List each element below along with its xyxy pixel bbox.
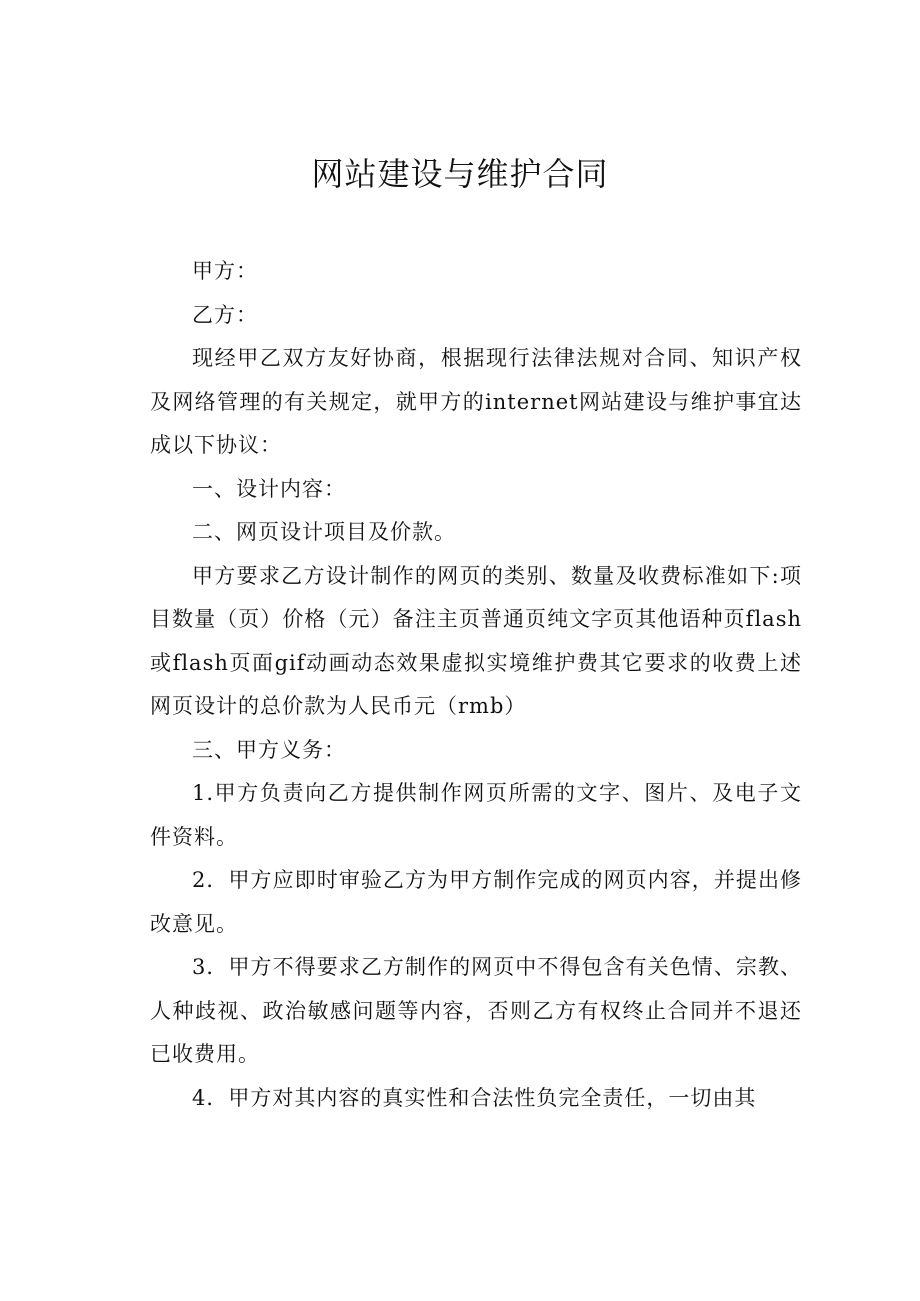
preamble-paragraph: 现经甲乙双方友好协商，根据现行法律法规对合同、知识产权及网络管理的有关规定，就甲方的internet网站建设与维护事宜达成以下协议：: [150, 346, 802, 457]
document-title: 网站建设与维护合同: [311, 155, 609, 193]
clause-3: 3．甲方不得要求乙方制作的网页中不得包含有关色情、宗教、人种歧视、政治敏感问题等内容，否则乙方有权终止合同并不退还已收费用。: [150, 955, 802, 1066]
clause-1: 1.甲方负责向乙方提供制作网页所需的文字、图片、及电子文件资料。: [150, 781, 802, 849]
clause-2: 2．甲方应即时审验乙方为甲方制作完成的网页内容，并提出修改意见。: [150, 868, 802, 936]
clause-4: 4．甲方对其内容的真实性和合法性负完全责任，一切由其: [192, 1085, 757, 1110]
section-3-heading: 三、甲方义务：: [192, 737, 346, 762]
party-a-line: 甲方：: [192, 259, 258, 283]
section-1-heading: 一、设计内容：: [192, 476, 346, 501]
pricing-paragraph: 甲方要求乙方设计制作的网页的类别、数量及收费标准如下:项目数量（页）价格（元）备注主页普通页纯文字页其他语种页flash或flash页面gif动画动态效果虚拟实境维护费其它要求的收费上述网页设计的总价款为人民币元（rmb）: [150, 563, 802, 718]
document-body: [150, 250, 802, 1120]
section-2-heading: 二、网页设计项目及价款。: [192, 520, 456, 544]
party-b-line: 乙方：: [192, 302, 258, 327]
